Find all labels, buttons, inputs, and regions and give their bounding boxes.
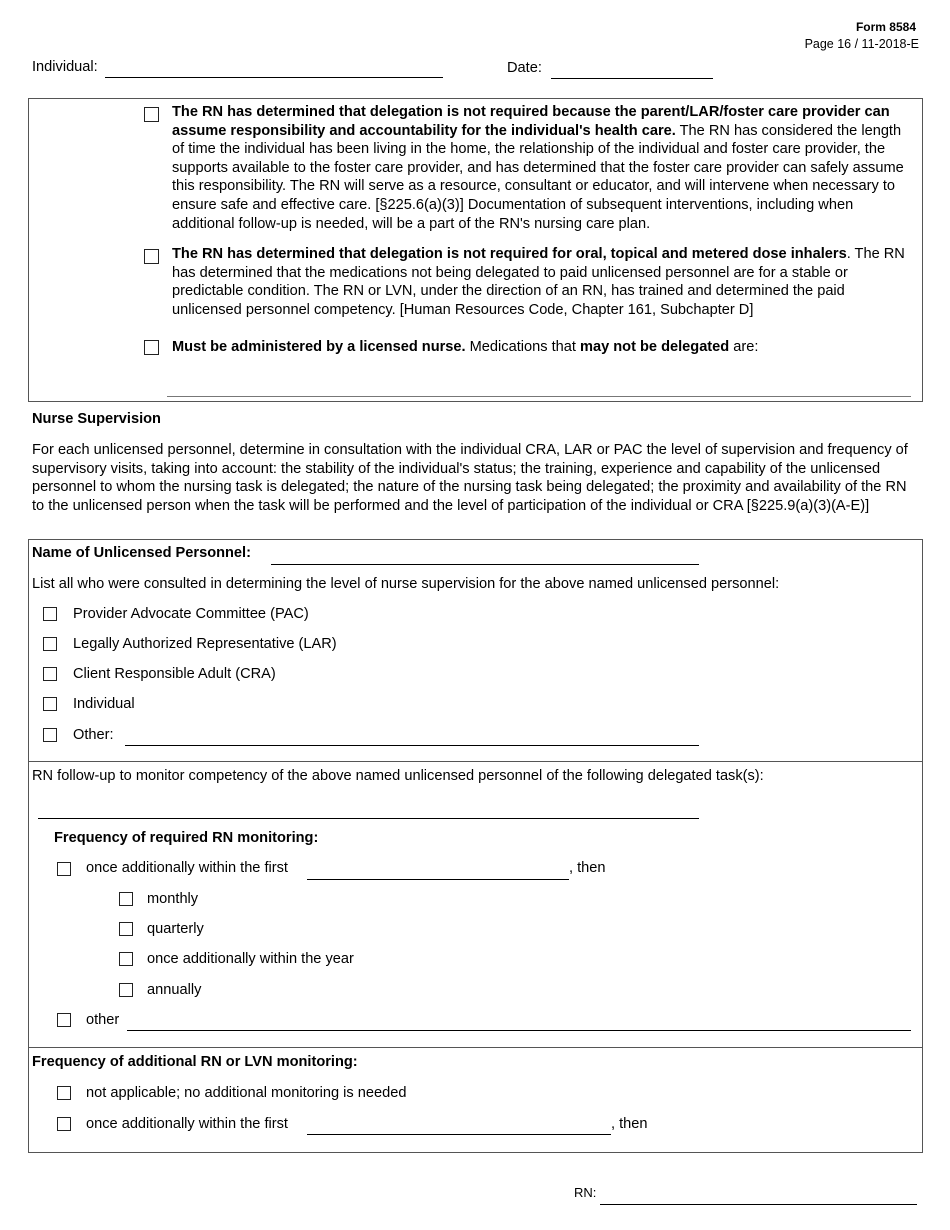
medications-field[interactable] xyxy=(167,396,911,397)
delegation-option-3-bold-2: may not be delegated xyxy=(579,339,730,355)
unlicensed-personnel-name-field[interactable] xyxy=(271,564,699,565)
consulted-other-field[interactable] xyxy=(125,745,699,746)
delegation-option-2-checkbox[interactable] xyxy=(144,249,159,264)
delegation-option-3-bold: Must be administered by a licensed nurse. xyxy=(172,339,466,355)
rn-other-label: other xyxy=(86,1012,120,1028)
delegation-option-1-body: The RN has considered the length of time the individual has been living in the home, the relationship of the individual and foster care provider, the supports available to the foster care provider, and has determined that the foster care provider can safely assume this responsibility. The RN will serve as a resource, consultant or educator, and will intervene when necessary to ensure safe and effective care. [§225.6(a)(3)] Documentation of subsequent interventions, including when additional follow-up is needed, will be a part of the RN's nursing care plan. xyxy=(172,122,904,232)
consulted-other-checkbox[interactable] xyxy=(43,728,57,742)
consulted-pac-checkbox[interactable] xyxy=(43,607,57,621)
personnel-divider xyxy=(28,761,923,762)
additional-monitoring-heading: Frequency of additional RN or LVN monitoring: xyxy=(32,1054,358,1070)
delegation-option-1-text xyxy=(172,103,914,233)
rn-signature-field[interactable] xyxy=(600,1204,917,1205)
consulted-other-label: Other: xyxy=(73,727,114,743)
delegation-option-3-body-b: are: xyxy=(729,339,759,355)
delegation-option-1-checkbox[interactable] xyxy=(144,107,159,122)
form-number: Form 8584 xyxy=(855,20,916,34)
rn-quarterly-label: quarterly xyxy=(147,921,204,937)
rn-monitoring-heading: Frequency of required RN monitoring: xyxy=(54,830,319,846)
rn-other-checkbox[interactable] xyxy=(57,1013,71,1027)
delegation-option-3-checkbox[interactable] xyxy=(144,340,159,355)
page-info: Page 16 / 11-2018-E xyxy=(804,37,919,51)
rn-other-field[interactable] xyxy=(127,1030,911,1031)
nurse-supervision-heading: Nurse Supervision xyxy=(32,411,161,427)
rn-once-field[interactable] xyxy=(307,879,569,880)
additional-once-field[interactable] xyxy=(307,1134,611,1135)
date-label: Date: xyxy=(507,60,542,76)
consulted-lar-checkbox[interactable] xyxy=(43,637,57,651)
additional-once-checkbox[interactable] xyxy=(57,1117,71,1131)
rn-once-label: once additionally within the first xyxy=(86,860,288,876)
rn-followup-text: RN follow-up to monitor competency of the above named unlicensed personnel of the following delegated task(s): xyxy=(32,768,764,784)
additional-na-label: not applicable; no additional monitoring is needed xyxy=(86,1085,407,1101)
consulted-individual-checkbox[interactable] xyxy=(43,697,57,711)
individual-label: Individual: xyxy=(32,59,98,75)
consulted-cra-checkbox[interactable] xyxy=(43,667,57,681)
date-field[interactable] xyxy=(551,78,713,79)
delegation-option-2-bold: The RN has determined that delegation is not required for oral, topical and metered dose inhalers xyxy=(172,246,847,262)
rn-then-label: , then xyxy=(569,860,606,876)
additional-then-label: , then xyxy=(611,1116,648,1132)
rn-yearly-checkbox[interactable] xyxy=(119,952,133,966)
consulted-text: List all who were consulted in determining the level of nurse supervision for the above named unlicensed personnel: xyxy=(32,576,780,592)
rn-monthly-label: monthly xyxy=(147,891,199,907)
delegation-option-3-text xyxy=(172,338,914,357)
additional-divider xyxy=(28,1047,923,1048)
consulted-lar-label: Legally Authorized Representative (LAR) xyxy=(73,636,337,652)
additional-once-label: once additionally within the first xyxy=(86,1116,288,1132)
nurse-supervision-description: For each unlicensed personnel, determine in consultation with the individual CRA, LAR or PAC the level of supervision and frequency of supervisory visits, taking into account: the stability of the individual's status; the training, experience and capability of the unlicensed personnel to whom the nursing task is delegated; the nature of the nursing task being delegated; the proximity and availability of the RN to the unlicensed person when the task will be performed and the level of participation of the individual or CRA [§225.9(a)(3)(A-E)] xyxy=(32,442,908,514)
rn-annually-label: annually xyxy=(147,982,202,998)
delegation-option-2-body: . The RN has determined that the medications not being delegated to paid unlicensed personnel are for a stable or predictable condition. The RN or LVN, under the direction of an RN, has trained and determined the paid unlicensed personnel competency. [Human Resources Code, Chapter 161, Subchapter D] xyxy=(172,246,905,318)
delegated-tasks-field[interactable] xyxy=(38,818,699,819)
unlicensed-personnel-name-label: Name of Unlicensed Personnel: xyxy=(32,545,251,561)
rn-quarterly-checkbox[interactable] xyxy=(119,922,133,936)
rn-once-checkbox[interactable] xyxy=(57,862,71,876)
delegation-option-3-body-a: Medications that xyxy=(465,339,580,355)
delegation-option-1-bold: The RN has determined that delegation is not required because the parent/LAR/foster care provider can assume responsibility and accountability for the individual's health care. xyxy=(172,104,890,139)
delegation-option-2-text xyxy=(172,245,914,319)
rn-annually-checkbox[interactable] xyxy=(119,983,133,997)
rn-yearly-label: once additionally within the year xyxy=(147,951,354,967)
individual-field[interactable] xyxy=(105,77,443,78)
consulted-cra-label: Client Responsible Adult (CRA) xyxy=(73,666,276,682)
rn-monthly-checkbox[interactable] xyxy=(119,892,133,906)
consulted-individual-label: Individual xyxy=(73,696,135,712)
rn-signature-label: RN: xyxy=(574,1185,597,1200)
consulted-pac-label: Provider Advocate Committee (PAC) xyxy=(73,606,309,622)
additional-na-checkbox[interactable] xyxy=(57,1086,71,1100)
